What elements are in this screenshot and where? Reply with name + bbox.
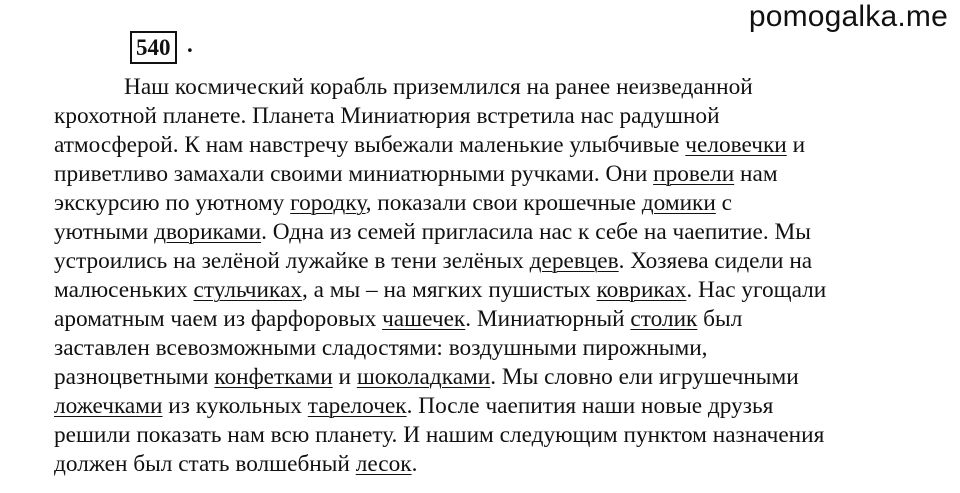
text-line: [54, 218, 934, 247]
text-line: [54, 334, 934, 363]
text-segment: приветливо замахали своими миниатюрными ручками. Они: [54, 161, 654, 187]
exercise-text: [54, 73, 934, 479]
text-segment: атмосферой. К нам навстречу выбежали маленькие улыбчивые: [54, 132, 686, 158]
text-line: [54, 305, 934, 334]
text-line: [54, 276, 934, 305]
underlined-word: конфетками: [214, 364, 333, 390]
text-segment: ароматным чаем из фарфоровых: [54, 306, 383, 332]
text-segment: разноцветными: [54, 364, 215, 390]
text-segment: . Мы словно ели игрушечными: [490, 364, 799, 390]
text-line: [54, 392, 934, 421]
text-segment: уютными: [54, 219, 155, 245]
text-segment: с: [715, 190, 732, 216]
text-line: [54, 247, 934, 276]
underlined-word: стульчиках: [193, 277, 302, 303]
underlined-word: ковриках: [596, 277, 687, 303]
text-segment: должен был стать волшебный: [54, 451, 356, 477]
text-segment: . Миниатюрный: [465, 306, 631, 332]
text-segment: заставлен всевозможными сладостями: воздушными пирожными,: [54, 335, 708, 361]
underlined-word: городку: [290, 190, 366, 216]
underlined-word: чашечек: [382, 306, 466, 332]
text-line: [54, 189, 934, 218]
underlined-word: шоколадками: [356, 364, 491, 390]
text-segment: .: [411, 451, 418, 477]
text-segment: экскурсию по уютному: [54, 190, 291, 216]
exercise-number-dot: .: [187, 32, 193, 57]
text-segment: был: [697, 306, 743, 332]
text-segment: , показали свои крошечные: [365, 190, 642, 216]
text-segment: решили показать нам всю планету. И нашим следующим пунктом назначения: [54, 422, 825, 448]
underlined-word: деревцев: [529, 248, 619, 274]
underlined-word: столик: [630, 306, 698, 332]
underlined-word: домики: [641, 190, 716, 216]
underlined-word: человечки: [685, 132, 787, 158]
text-line: [54, 73, 934, 102]
text-segment: . После чаепития наши новые друзья: [406, 393, 774, 419]
text-line: [54, 450, 934, 479]
text-line: [54, 363, 934, 392]
text-segment: из кукольных: [162, 393, 308, 419]
text-segment: крохотной планете. Планета Миниатюрия встретила нас радушной: [54, 103, 720, 129]
text-segment: нам: [734, 161, 778, 187]
text-segment: Наш космический корабль приземлился на ранее неизведанной: [124, 74, 753, 100]
text-line: [54, 160, 934, 189]
text-segment: . Хозяева сидели на: [618, 248, 813, 274]
text-segment: малюсеньких: [54, 277, 194, 303]
text-segment: и: [786, 132, 806, 158]
text-segment: устроились на зелёной лужайке в тени зелёных: [54, 248, 530, 274]
site-name: pomogalka.me: [748, 0, 948, 33]
text-segment: , а мы – на мягких пушистых: [301, 277, 597, 303]
text-segment: и: [332, 364, 357, 390]
text-segment: . Нас угощали: [686, 277, 827, 303]
text-line: [54, 421, 934, 450]
text-line: [54, 102, 934, 131]
underlined-word: лесок: [355, 451, 412, 477]
underlined-word: двориками: [154, 219, 262, 245]
exercise-number: 540: [130, 31, 177, 64]
underlined-word: провели: [653, 161, 735, 187]
text-segment: . Одна из семей пригласила нас к себе на чаепитие. Мы: [261, 219, 811, 245]
underlined-word: ложечками: [54, 393, 163, 419]
text-line: [54, 131, 934, 160]
underlined-word: тарелочек: [307, 393, 407, 419]
